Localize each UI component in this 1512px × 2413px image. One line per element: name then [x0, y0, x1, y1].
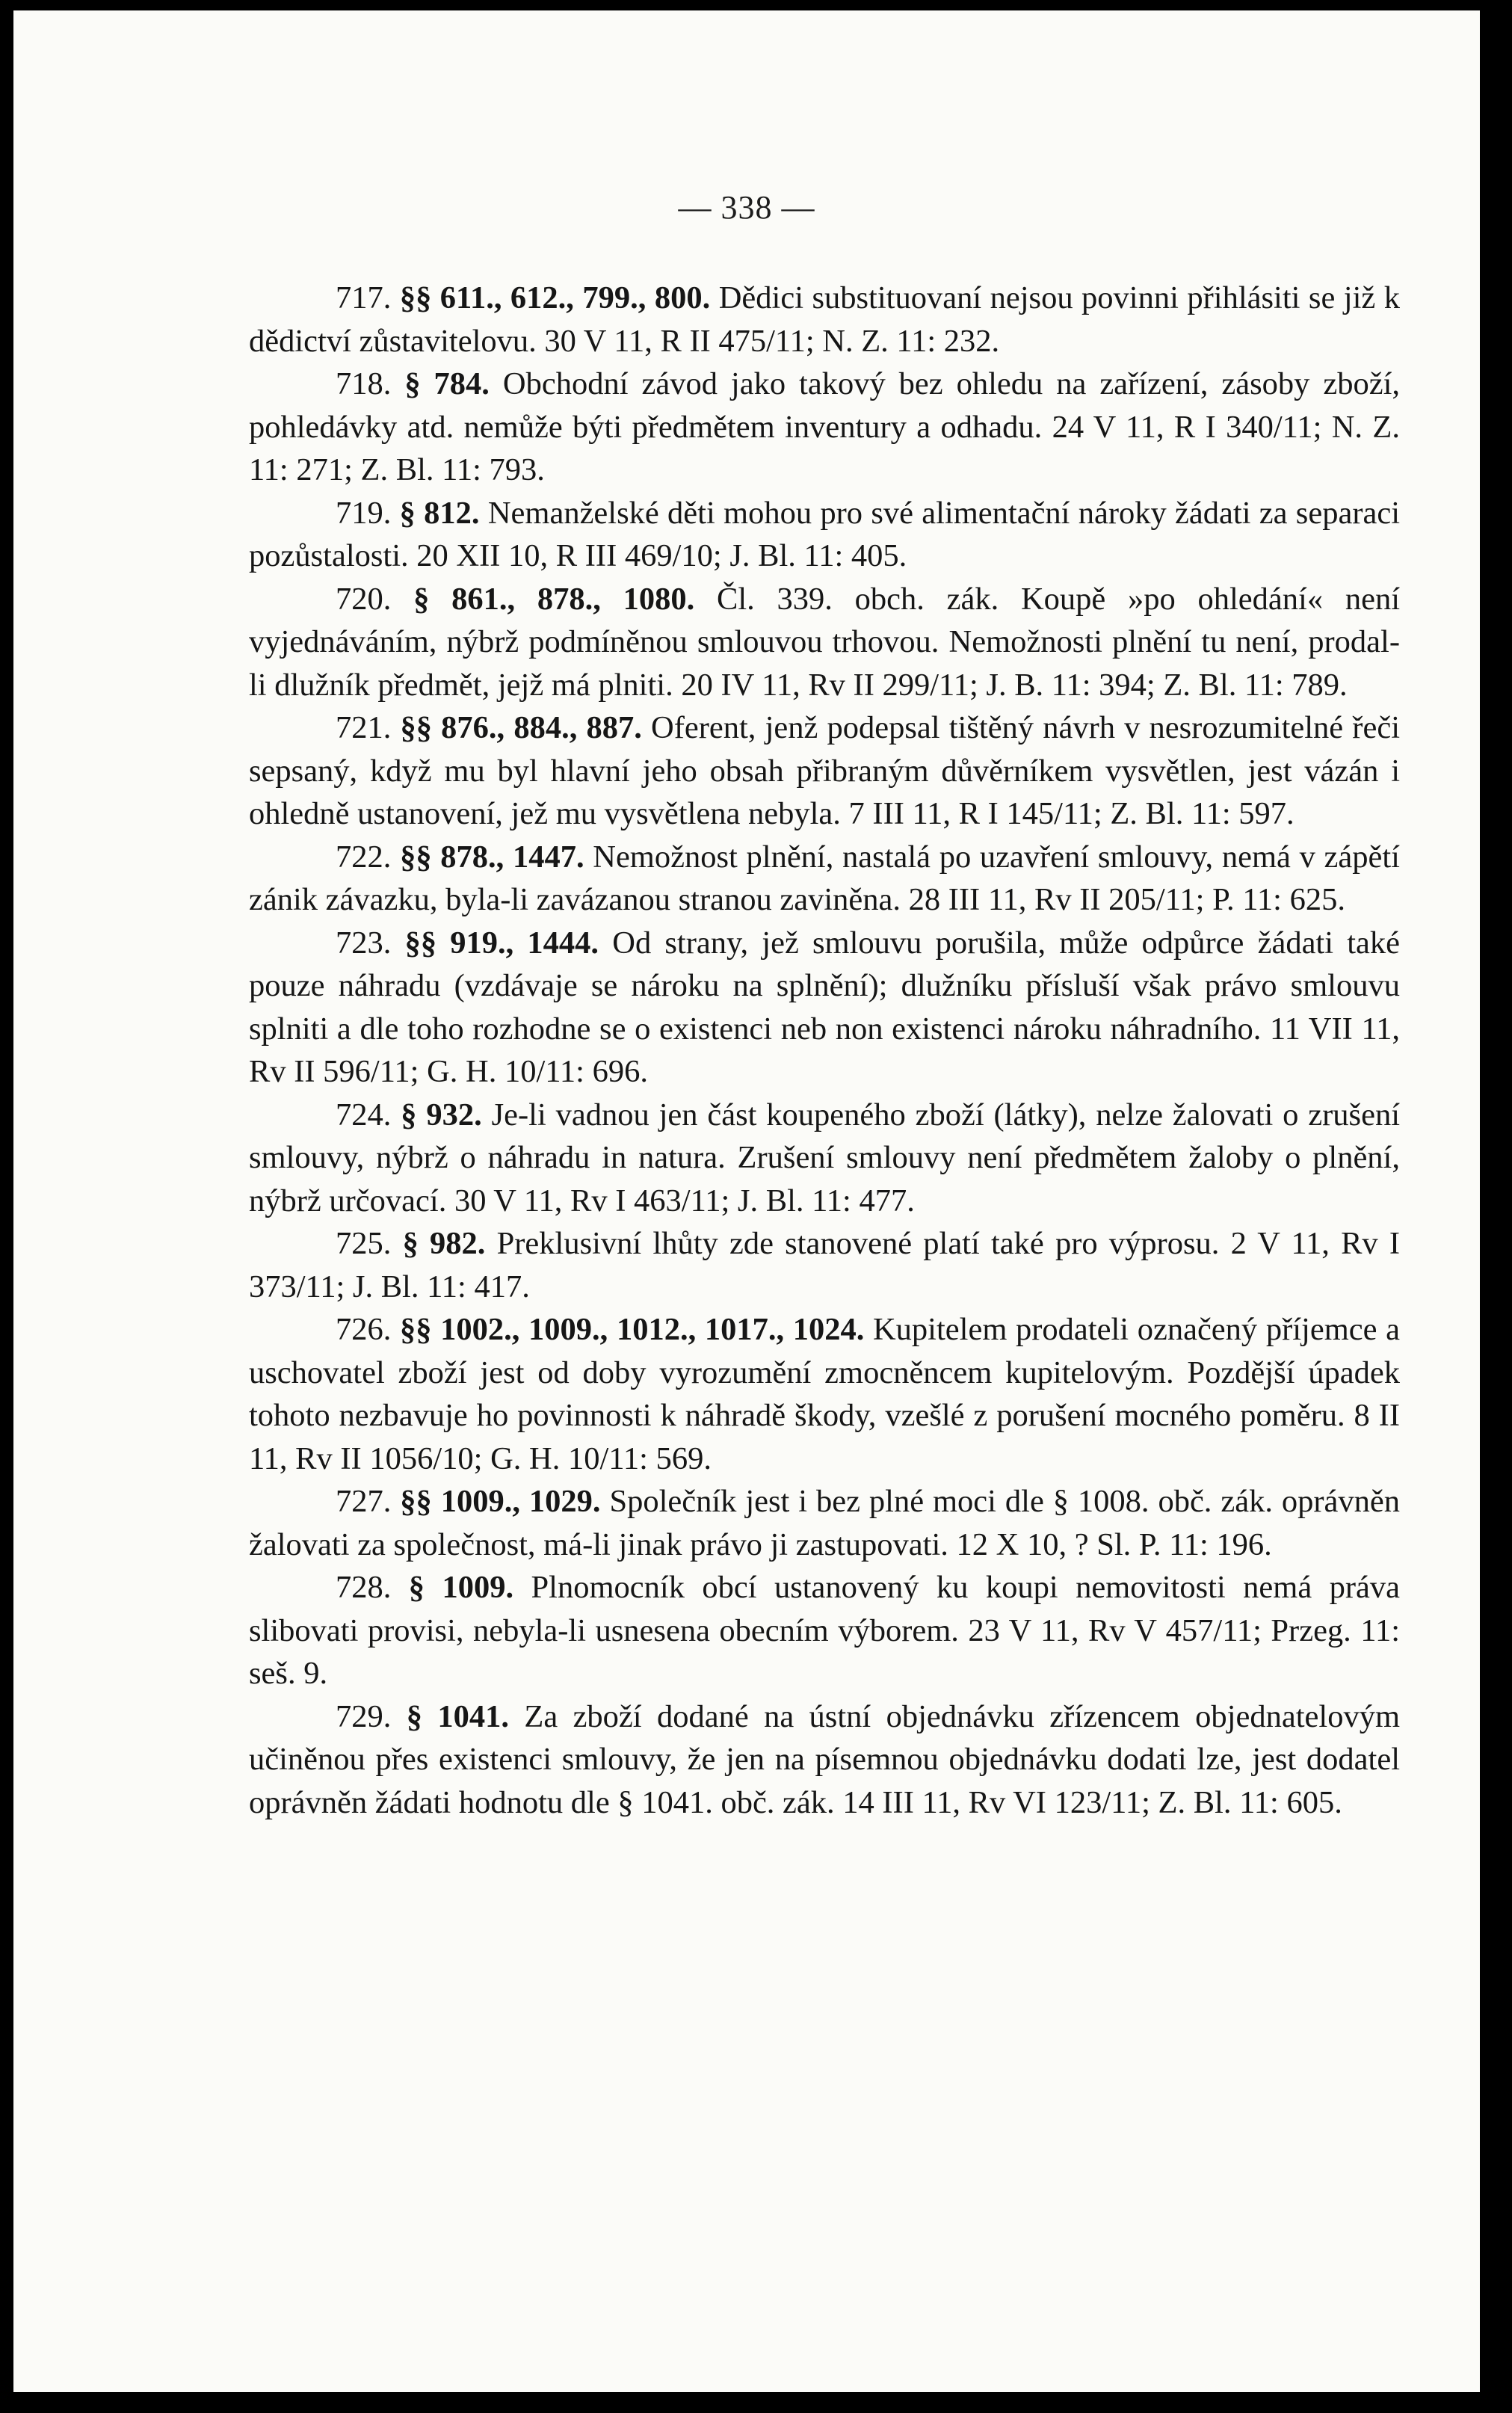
entry-text: Plnomocník obcí ustanovený ku koupi nemovitosti nemá práva slibovati provisi, nebyla-li usnesena obecním výborem. 23 V 11, Rv V 457/11; Przeg. 11: seš. 9. — [249, 1570, 1401, 1691]
entry-text: Kupitelem prodateli označený příjemce a uschovatel zboží jest od doby vyrozumění zmocněncem kupitelovým. Pozdější úpadek tohoto nezbavuje ho povinnosti k náhradě škody, vzešlé z porušení mocného poměru. 8 II 11, Rv II 1056/10; G. H. 10/11: 569. — [249, 1312, 1400, 1476]
entry-number: 727. — [336, 1484, 392, 1519]
entry-725 — [249, 1222, 1400, 1308]
entry-number: 717. — [336, 280, 392, 315]
entry-sections: §§ 876., 884., 887. — [400, 710, 642, 745]
entry-text: Dědici substituovaní nejsou povinni přihlásiti se již k dědictví zůstavitelovu. 30 V 11, R II 475/11; N. Z. 11: 232. — [249, 280, 1401, 359]
entry-729 — [249, 1695, 1400, 1825]
entry-number: 728. — [336, 1570, 392, 1605]
entry-sections: §§ 1009., 1029. — [400, 1484, 601, 1519]
entry-728 — [249, 1566, 1400, 1695]
entry-text: Preklusivní lhůty zde stanovené platí také pro výprosu. 2 V 11, Rv I 373/11; J. Bl. 11: 417. — [249, 1226, 1401, 1304]
entry-number: 718. — [336, 366, 392, 401]
entry-719 — [249, 492, 1400, 578]
entry-text: Nemožnost plnění, nastalá po uzavření smlouvy, nemá v zápětí zánik závazku, byla-li zavázanou stranou zaviněna. 28 III 11, Rv II 205/11; P. 11: 625. — [249, 839, 1400, 917]
entry-723 — [249, 922, 1400, 1094]
entry-sections: §§ 878., 1447. — [400, 839, 584, 875]
entry-number: 726. — [336, 1312, 392, 1347]
entry-number: 719. — [336, 495, 392, 531]
entry-721 — [249, 706, 1400, 836]
entry-sections: §§ 611., 612., 799., 800. — [399, 280, 711, 315]
entry-number: 722. — [336, 839, 392, 875]
entry-text: Je-li vadnou jen část koupeného zboží (látky), nelze žalovati o zrušení smlouvy, nýbrž o náhradu in natura. Zrušení smlouvy není předmětem žaloby o plnění, nýbrž určovací. 30 V 11, Rv I 463/11; J. Bl. 11: 477. — [249, 1097, 1401, 1218]
entry-text: Nemanželské děti mohou pro své alimentační nároky žádati za separaci pozůstalosti. 20 XII 10, R III 469/10; J. Bl. 11: 405. — [249, 495, 1401, 573]
entries-list — [249, 277, 1400, 1824]
page-number: — 338 — — [678, 189, 815, 226]
entry-number: 723. — [336, 925, 392, 961]
book-page — [13, 10, 1480, 2392]
entry-text: Společník jest i bez plné moci dle § 1008. obč. zák. oprávněn žalovati za společnost, má-li jinak právo ji zastupovati. 12 X 10, ? Sl. P. 11: 196. — [249, 1484, 1401, 1562]
entry-text: Obchodní závod jako takový bez ohledu na zařízení, zásoby zboží, pohledávky atd. nemůže býti předmětem inventury a odhadu. 24 V 11, R I 340/11; N. Z. 11: 271; Z. Bl. 11: 793. — [249, 366, 1401, 487]
entry-726 — [249, 1308, 1400, 1480]
entry-sections: § 932. — [401, 1097, 482, 1132]
entry-sections: § 1041. — [406, 1698, 509, 1734]
entry-sections: §§ 1002., 1009., 1012., 1017., 1024. — [400, 1312, 865, 1347]
entry-number: 729. — [336, 1698, 392, 1734]
entry-sections: § 1009. — [408, 1570, 514, 1605]
entry-727 — [249, 1480, 1400, 1566]
entry-sections: § 982. — [402, 1226, 486, 1261]
entry-722 — [249, 836, 1400, 922]
entry-number: 721. — [336, 710, 392, 745]
entry-text: Oferent, jenž podepsal tištěný návrh v nesrozumitelné řeči sepsaný, když mu byl hlavní jeho obsah přibraným důvěrníkem vysvětlen, jest vázán i ohledně ustanovení, jež mu vysvětlena nebyla. 7 III 11, R I 145/11; Z. Bl. 11: 597. — [249, 710, 1400, 831]
entry-text: Od strany, jež smlouvu porušila, může odpůrce žádati také pouze náhradu (vzdávaje se nároku na splnění); dlužníku přísluší však právo smlouvu splniti a dle toho rozhodne se o existenci neb non existenci nároku náhradního. 11 VII 11, Rv II 596/11; G. H. 10/11: 696. — [249, 925, 1401, 1089]
entry-717 — [249, 277, 1400, 363]
entry-724 — [249, 1094, 1400, 1223]
entry-sections: §§ 919., 1444. — [404, 925, 599, 961]
entry-text: Čl. 339. obch. zák. Koupě »po ohledání« není vyjednáváním, nýbrž podmíněnou smlouvou trhovou. Nemožnosti plnění tu není, prodal-li dlužník předmět, jejž má plniti. 20 IV 11, Rv II 299/11; J. B. 11: 394; Z. Bl. 11: 789. — [249, 581, 1401, 703]
entry-sections: § 784. — [404, 366, 490, 401]
entry-sections: § 861., 878., 1080. — [413, 581, 695, 617]
entry-720 — [249, 578, 1400, 707]
entry-718 — [249, 363, 1400, 492]
entry-number: 725. — [336, 1226, 392, 1261]
entry-text: Za zboží dodané na ústní objednávku zřízencem objednatelovým učiněnou přes existenci smlouvy, že jen na písemnou objednávku dodati lze, jest dodatel oprávněn žádati hodnotu dle § 1041. obč. zák. 14 III 11, Rv VI 123/11; Z. Bl. 11: 605. — [249, 1698, 1401, 1820]
entry-number: 720. — [336, 581, 392, 617]
entry-sections: § 812. — [399, 495, 480, 531]
entry-number: 724. — [336, 1097, 392, 1132]
